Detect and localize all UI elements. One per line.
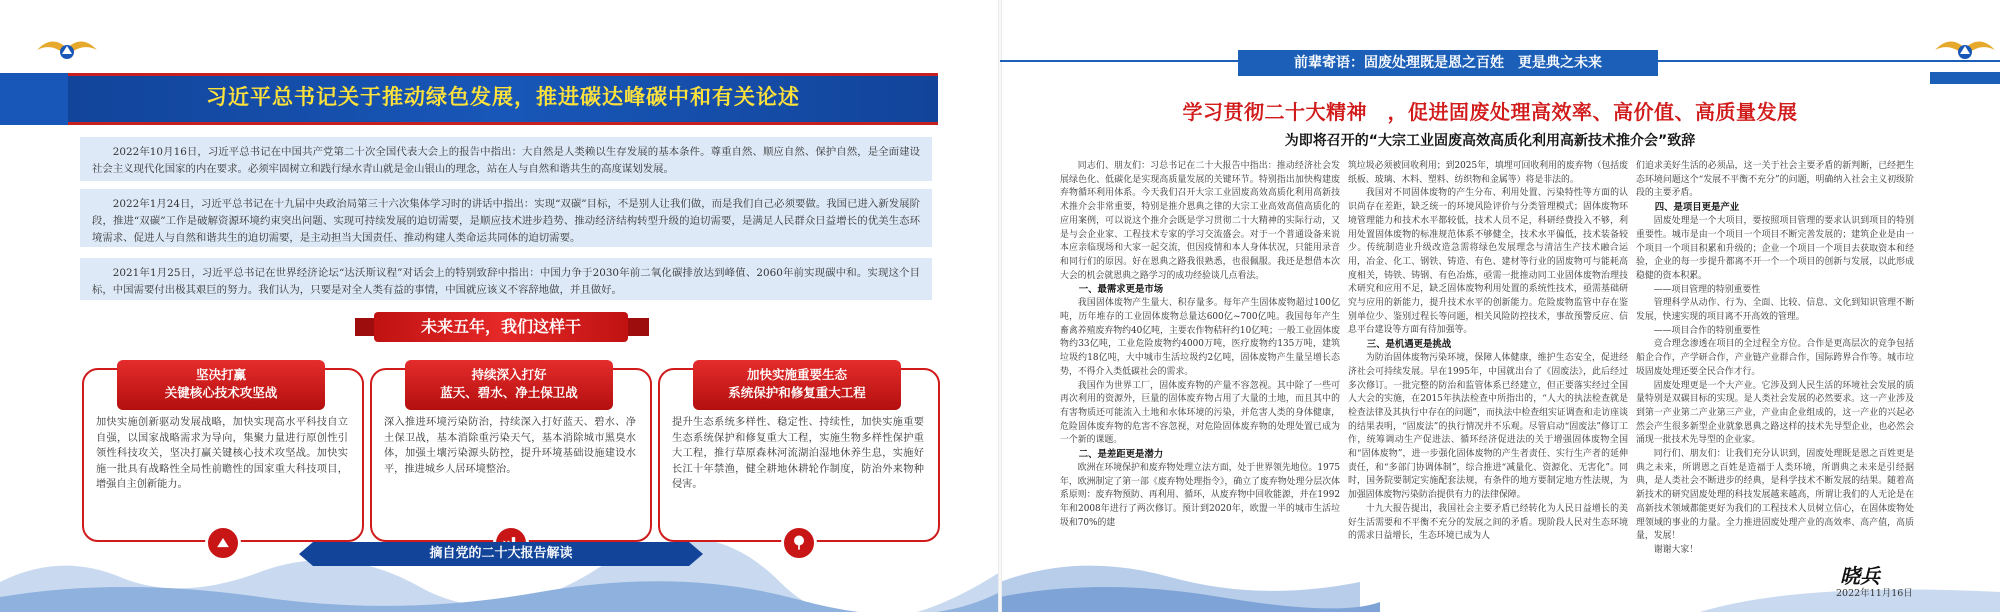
card-title-line2: 蓝天、碧水、净土保卫战 [440, 385, 578, 400]
paragraph: 我国固体废物产生量大、积存量多。每年产生固体废物超过100亿吨，历年堆存的工业固体废物总量达600亿~700亿吨。我国每年产生畜禽养殖废弃物约40亿吨，主要农作物秸秆约10亿吨；一般工业固体废物约33亿吨，工业危险废物约4000万吨，医疗废物约135万吨，建筑垃圾约18亿吨，大中城市生活垃圾约2亿吨，固体废物产生量呈增长态势，不得介入类低碳社会的需求。 [1060, 298, 1340, 377]
paragraph: 固废处理更是一个大产业。它涉及到人民生活的环境社会发展的质量特别是双碳目标的实现。是人类社会发展的必然要求。这一产业涉及到第一产业第二产业第三产业，产业由企业组成的，这一产业的兴起必然会产生很多新型企业就象恩典之路这样的技术先导型企业，也必然会涌现一批技术先导型的企业家。 [1636, 380, 1914, 446]
section-heading: 四、是项目更是产业 [1654, 202, 1740, 214]
article-column-3 [1636, 160, 1914, 558]
section-heading: 三、是机遇更是挑战 [1366, 339, 1452, 351]
card-title-line1: 持续深入打好 [471, 367, 547, 382]
card-body: 加快实施创新驱动发展战略，加快实现高水平科技自立自强，以国家战略需求为导向，集聚力量进行原创性引领性科技攻关，坚决打赢关键核心技术攻坚战。加快实施一批具有战略性全局性前瞻性的国家重大科技项目，增强自主创新能力。 [96, 417, 348, 490]
research-icon [205, 525, 241, 561]
article-column-2 [1348, 160, 1628, 544]
card-body: 提升生态系统多样性、稳定性、持续性，加快实施重要生态系统保护和修复重大工程，实施生物多样性保护重大工程，推行草原森林河流湖泊湿地休养生息，实施好长江十年禁渔，健全耕地休耕轮作制度，防治外来物种侵害。 [672, 417, 924, 490]
card-title-line2: 系统保护和修复重大工程 [728, 385, 866, 400]
card-title-line2: 关键核心技术攻坚战 [164, 385, 278, 400]
left-title: 习近平总书记关于推动绿色发展，推进碳达峰碳中和有关论述 [206, 85, 800, 109]
quote-paragraph-2: 2022年1月24日，习近平总书记在十九届中央政治局第三十六次集体学习时的讲话中指出：实现“双碳”目标，不是别人让我们做，而是我们自己必须要做。我国已进入新发展阶段，推进“双碳”工作是破解资源环境约束突出问题、实现可持续发展的迫切需要，是顺应技术进步趋势、推动经济结构转型升级的迫切需要，是满足人民群众日益增长的优美生态环境需求、促进人与自然和谐共生的迫切需要，是主动担当大国责任、推动构建人类命运共同体的迫切需要。 [80, 189, 932, 247]
right-subtitle: 为即将召开的“大宗工业固废高效高质化利用高新技术推介会”致辞 [1284, 133, 1696, 149]
card-body: 深入推进环境污染防治，持续深入打好蓝天、碧水、净土保卫战，基本消除重污染天气，基本消除城市黑臭水体，加强土壤污染源头防控，提升环境基础设施建设水平，推进城乡人居环境整治。 [384, 417, 636, 475]
section-heading: 一、最需求更是市场 [1078, 284, 1164, 296]
signature: 晓兵 [1840, 564, 1880, 588]
card-header [405, 360, 613, 410]
page-spine [998, 0, 1002, 612]
paragraph: 为防治固体废物污染环境，保障人体健康，维护生态安全，促进经济社会可持续发展。早在1995年，中国就出台了《固废法》，此后经过多次修订。一批完整的防治和监管体系已经建立，但正要落实经过全国人大会的实施，在2015年执法检查中所指出的，“人大的执法检查就是检查法律及其执行中存在的问题”，而执法中检查组实证调查和走访座谈的结果表明，“固废法”的执行情况并不乐观。尽管启动“固废法”修订工作，统筹调动生产促进法、循环经济促进法的关于增强固体废物全国和“固体废物”，进一步强化固体废物的产生者责任、实行生产者的延伸责任，和“多部门协调体制”，综合推进“减量化、资源化、无害化”。同时，国务院要制定实施配套法规，有条件的地方要制定地方性法规，为加强固体废物污染防治提供有力的法律保障。 [1348, 353, 1628, 501]
paragraph: 同志们、朋友们：习总书记在二十大报告中指出：推动经济社会发展绿色化、低碳化是实现高质量发展的关键环节。特别指出加快构建废弃物循环利用体系。今天我们召开大宗工业固废高效高质化利用高新技术推介会非常重要，特别是推介恩典之律的大宗工业高效高值高质化的应用案例，可以说这个推介会既是学习贯彻二十大精神的实际行动，又是与会企业家、工程技术专家的学习交流盛会。对于一个普通设备来说本应亲临现场和大家一起交流，但因疫情和本人身体状况，只能用录音和同行们的原因。好在恩典之路我很熟悉，也很佩服。我还是想借本次大会的机会就恩典之路学习的成功经验谈几点看法。 [1060, 161, 1340, 281]
company-logo-icon-right [1930, 30, 2000, 70]
paragraph: 同行们、朋友们：让我们充分认识到，固废处理既是恩之百姓更是典之未来，所谓恩之百姓是造福于人类环境，所谓典之未来是引经据典，是人类社会不断进步的经典，是科学技术不断发展的结果。随着高新技术的研究固废处理的科技发展越来越高，所谓让我们的人无论是在高新技术领域都能更好为我们的工程技术人员树立信心，在固体废物处理领域的事业的力量。全力推进固废处理产业的高效率、高产值，高质量，发展！ [1636, 449, 1914, 542]
paragraph: 欧洲在环境保护和废弃物处理立法方面，处于世界领先地位。1975年，欧洲制定了第一部《废弃物处理指令》，确立了废弃物处理分层次体系原则：废弃物预防、再利用、循环，从废弃物中回收能源，并在1992年和2008年进行了两次修订。预计到2020年，欧盟一半的城市生活垃圾和70%的建 [1060, 463, 1341, 528]
paragraph: 谢谢大家！ [1653, 544, 1699, 555]
five-years-banner: 未来五年，我们这样干 [374, 312, 628, 342]
paragraph: 固废处理是一个大项目，要按照项目管理的要求认识到项目的特别重要性。城市是由一个项目一个项目不断完善发展的；建筑企业是由一个项目一个项目积累和升级的；企业一个项目一个项目去获取资本和经验，企业的每一步提升都离不开一个一个项目的创新与发展，以此形成稳健的资本积累。 [1636, 216, 1914, 281]
paragraph: 筑垃圾必须被回收利用；到2025年，填埋可回收利用的废弃物（包括废纸板、玻璃、木料、塑料、纺织物和金属等）将是非法的。 [1348, 161, 1628, 185]
right-title: 学习贯彻二十大精神 ，促进固废处理高效率、高价值、高质量发展 [1182, 100, 1798, 124]
paragraph: 管理科学从动作、行为、全面、比较、信息、文化到知识管理不断发展，快速实现的项目离不开高效的管理。 [1636, 298, 1914, 323]
right-top-banner: 前辈寄语：固废处理既是恩之百姓 更是典之未来 [1238, 50, 1658, 76]
article-column-1 [1060, 160, 1340, 531]
paragraph: ——项目合作的特别重要性 [1653, 325, 1761, 336]
paragraph: 我国对不同固体废物的产生分布、利用处置、污染特性等方面的认识尚存在差距，缺乏统一的环境风险评价与分类管理模式；固体废物环境管理能力和技术水平都较低，技术人员不足，科研经费投入不够，利用处置固体废物的标准规范体系不够健全，技术水平偏低，技术装备较少。传统制造业升级改造急需将绿色发展理念与清洁生产技术融合运用，冶金、化工、钢铁、铸造、有色、建材等行业的固废物可与能耗高度相关，铸铁、铸钢、有色冶炼，亟需一批推动同工业固体废物治理技术研究和应用不足，缺乏固体废物利用处置的系统性技术，亟需基础研究与应用的新能力，提升技术水平的创新能力。危险废物监管中存在鉴别单位少、鉴别过程长等问题，相关风险防控技术，事故预警反应、信息平台建设等方面有待加强等。 [1348, 188, 1628, 336]
quote-paragraph-1: 2022年10月16日，习近平总书记在中国共产党第二十次全国代表大会上的报告中指出：大自然是人类赖以生存发展的基本条件。尊重自然、顺应自然、保护自然，是全面建设社会主义现代化国家的内在要求。必须牢固树立和践行绿水青山就是金山银山的理念，站在人与自然和谐共生的高度谋划发展。 [80, 137, 932, 181]
card-header [117, 360, 325, 410]
signature-date: 2022年11月16日 [1836, 588, 1913, 599]
paragraph: 竞合理念渗透在项目的全过程全方位。合作是更高层次的竞争包括船企合作，产学研合作，产业链产业群合作，国际跨界合作等。城市垃圾固废处理还要全民合作才行。 [1636, 339, 1914, 377]
left-footer-title: 摘自党的二十大报告解读 [313, 542, 689, 566]
paragraph: 我国作为世界工厂，固体废弃物的产量不容忽视。其中除了一些可再次利用的资源外，巨量的固体废弃物占用了大量的土地，而且其中的有害物质还可能流入土地和水体环境的污染，并危害人类的身体健康，危险固体废弃物的危害不容忽视，对危险固体废弃物的处理处置已成为一个新的课题。 [1060, 380, 1340, 446]
left-title-banner [68, 73, 938, 125]
paragraph: 十九大报告提出，我国社会主要矛盾已经转化为人民日益增长的美好生活需要和不平衡不充分的发展之间的矛盾。现阶段人民对生态环境的需求日益增长，生态环境已成为人 [1348, 503, 1628, 542]
card-title-line1: 坚决打赢 [195, 367, 246, 382]
quote-paragraph-3: 2021年1月25日，习近平总书记在世界经济论坛“达沃斯议程”对话会上的特别致辞中指出：中国力争于2030年前二氧化碳排放达到峰值、2060年前实现碳中和。实现这个目标，中国需要付出极其艰巨的努力。我们认为，只要是对全人类有益的事情，中国就应该义不容辞地做，并且做好。 [80, 258, 932, 300]
paragraph: ——项目管理的特别重要性 [1653, 284, 1761, 295]
card-tech-breakthrough [82, 368, 364, 542]
card-header [693, 360, 901, 410]
card-pollution-prevention [370, 368, 652, 542]
paragraph: 们追求美好生活的必须品，这一关于社会主要矛盾的新判断，已经把生态环境问题这个“发展不平衡不充分”的问题，明确纳入社会主义初级阶段的主要矛盾。 [1636, 161, 1914, 199]
card-ecosystem-protection [658, 368, 940, 542]
top-rule-accent [1930, 72, 2000, 84]
tree-icon [781, 525, 817, 561]
section-heading: 二、是差距更是潜力 [1078, 449, 1164, 461]
card-title-line1: 加快实施重要生态 [746, 367, 847, 382]
ribbon-right-decor [627, 318, 649, 336]
company-logo-icon [32, 30, 102, 70]
